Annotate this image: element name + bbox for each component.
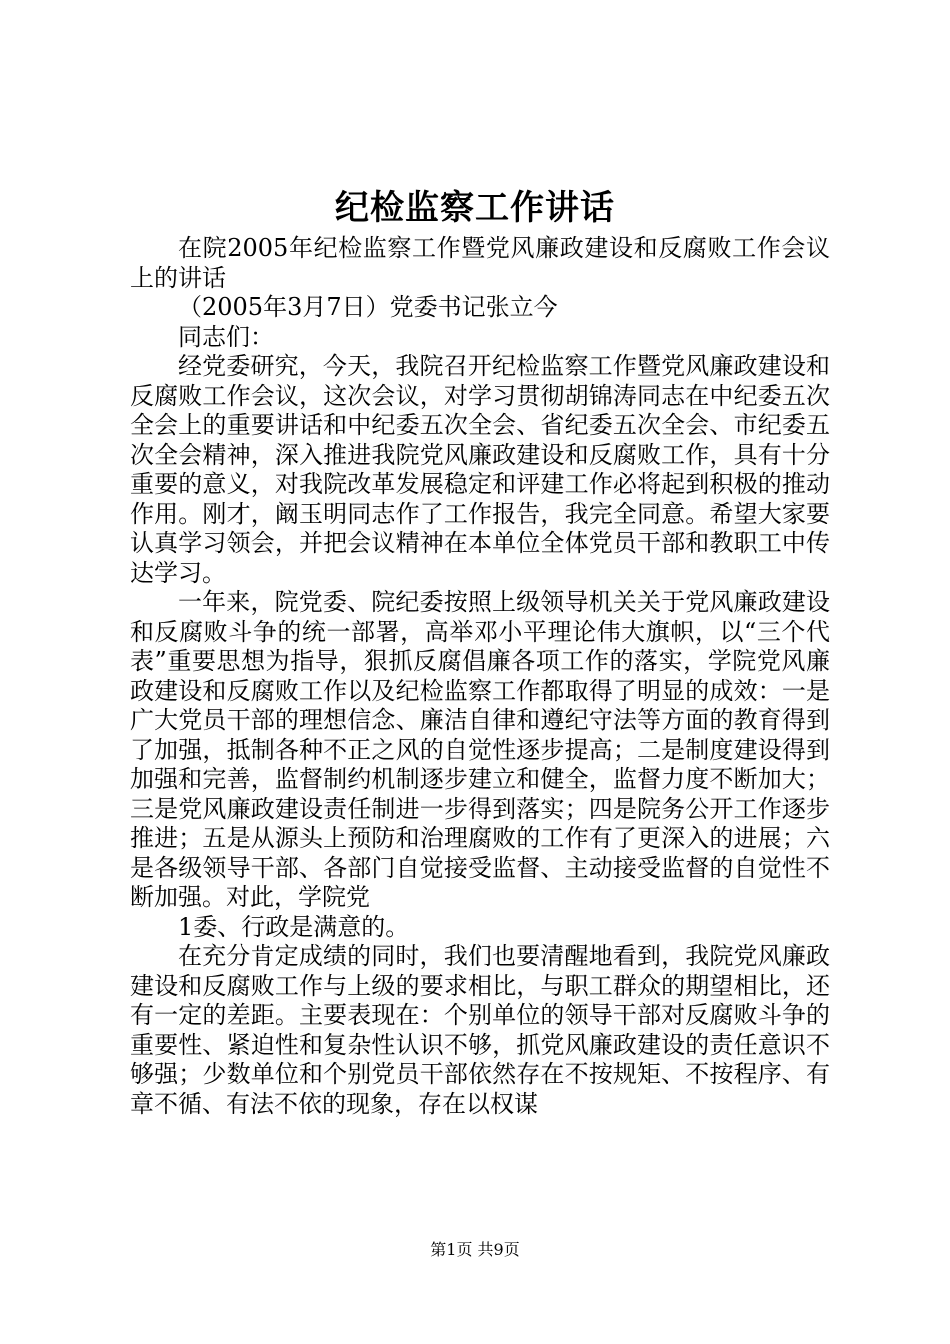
document-title: 纪检监察工作讲话 xyxy=(335,188,615,228)
paragraph-body: 1委、行政是满意的。 xyxy=(178,912,410,941)
page-footer: 第1页 共9页 xyxy=(430,1240,520,1259)
paragraph-date-author: （2005年3月7日）党委书记张立今 xyxy=(178,293,558,321)
document-body xyxy=(130,234,830,1119)
paragraph-body: 一年来，院党委、院纪委按照上级领导机关关于党风廉政建设和反腐败斗争的统一部署，高举邓小平理论伟大旗帜，以“三个代表”重要思想为指导，狠抓反腐倡廉各项工作的落实，学院党风廉政建设和反腐败工作以及纪检监察工作都取得了明显的成效：一是广大党员干部的理想信念、廉洁自律和遵纪守法等方面的教育得到了加强，抵制各种不正之风的自觉性逐步提高；二是制度建设得到加强和完善，监督制约机制逐步建立和健全，监督力度不断加大；三是党风廉政建设责任制进一步得到落实；四是院务公开工作逐步推进；五是从源头上预防和治理腐败的工作有了更深入的进展；六是各级领导干部、各部门自觉接受监督、主动接受监督的自觉性不断加强。对此，学院党 xyxy=(130,588,830,911)
paragraph-subtitle: 在院2005年纪检监察工作暨党风廉政建设和反腐败工作会议上的讲话 xyxy=(130,234,830,292)
paragraph-body: 经党委研究，今天，我院召开纪检监察工作暨党风廉政建设和反腐败工作会议，这次会议，对学习贯彻胡锦涛同志在中纪委五次全会上的重要讲话和中纪委五次全会、省纪委五次全会、市纪委五次全会精神，深入推进我院党风廉政建设和反腐败工作，具有十分重要的意义，对我院改革发展稳定和评建工作必将起到积极的推动作用。刚才，阚玉明同志作了工作报告，我完全同意。希望大家要认真学习领会，并把会议精神在本单位全体党员干部和教职工中传达学习。 xyxy=(130,352,830,587)
paragraph-body: 在充分肯定成绩的同时，我们也要清醒地看到，我院党风廉政建设和反腐败工作与上级的要求相比，与职工群众的期望相比，还有一定的差距。主要表现在：个别单位的领导干部对反腐败斗争的重要性、紧迫性和复杂性认识不够，抓党风廉政建设的责任意识不够强；少数单位和个别党员干部依然存在不按规矩、不按程序、有章不循、有法不依的现象，存在以权谋 xyxy=(130,942,830,1118)
paragraph-salutation: 同志们： xyxy=(178,322,274,351)
